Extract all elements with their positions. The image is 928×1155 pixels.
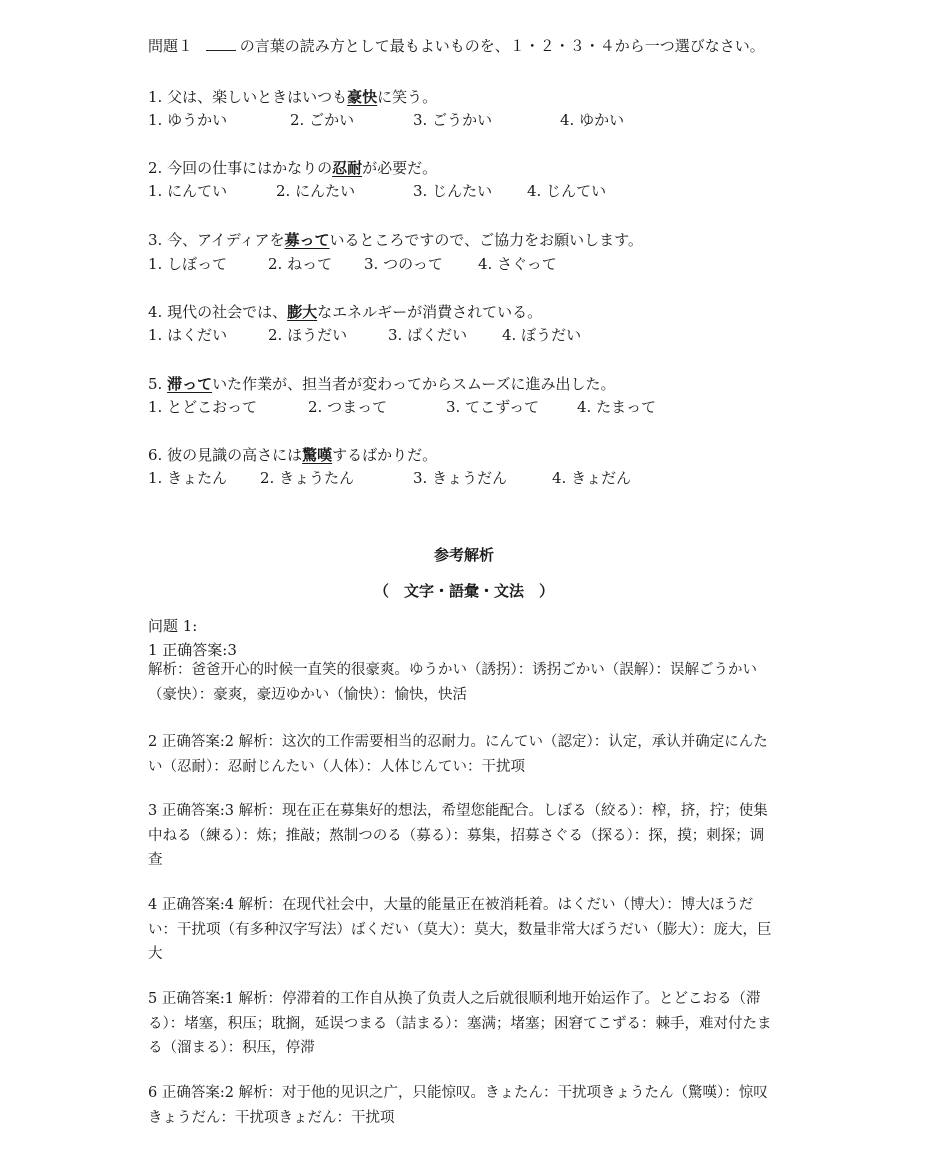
blank-underline	[206, 38, 236, 51]
answer-explanation-1: 解析：爸爸开心的时候一直笑的很豪爽。ゆうかい（誘拐）：诱拐ごかい（誤解）：误解ごうかい（豪快）：豪爽，豪迈ゆかい（愉快）：愉快，快活	[148, 662, 757, 703]
question-text: いた作業が、担当者が変わってからスムーズに進み出した。	[212, 375, 616, 393]
option: 3. ごうかい	[413, 111, 493, 129]
question-text: するばかりだ。	[332, 446, 438, 464]
question-text: 3. 今、アイディアを	[148, 231, 285, 249]
question-3	[148, 230, 643, 250]
answer-explanation-4: 4 正确答案:4 解析：在现代社会中，大量的能量正在被消耗着。はくだい（博大）：博大ほうだい：干扰项（有多种汉字写法）ばくだい（莫大）：莫大，数量非常大ぼうだい（膨大）：庞大，巨大	[148, 897, 772, 962]
option: 1. はくだい	[148, 326, 228, 344]
question-text: 4. 現代の社会では、	[148, 303, 288, 321]
question-6	[148, 445, 437, 465]
option: 4. きょだん	[552, 469, 632, 487]
analysis-heading: 问题 1:	[148, 617, 198, 635]
analysis-title: 参考解析	[433, 546, 494, 564]
question-text: 1. 父は、楽しいときはいつも	[148, 88, 348, 106]
option: 2. ごかい	[290, 111, 355, 129]
question-text: に笑う。	[377, 88, 438, 106]
analysis-subtitle: （ 文字・語彙・文法 ）	[373, 582, 554, 600]
question-text: いるところですので、ご協力をお願いします。	[329, 231, 643, 249]
option: 3. じんたい	[413, 182, 493, 200]
answer-explanation-2: 2 正确答案:2 解析：这次的工作需要相当的忍耐力。にんてい（認定）：认定，承认并确定にんたい（忍耐）：忍耐じんたい（人体）：人体じんてい：干扰项	[148, 734, 768, 775]
question-text: 2. 今回の仕事にはかなりの	[148, 159, 333, 177]
option: 4. じんてい	[527, 182, 607, 200]
option: 4. ゆかい	[560, 111, 625, 129]
option: 1. きょたん	[148, 469, 228, 487]
question-5	[148, 374, 615, 394]
option: 4. たまって	[577, 398, 657, 416]
instruction-label: 問題１	[148, 37, 194, 55]
option: 2. にんたい	[276, 182, 356, 200]
answer-explanation-3: 3 正确答案:3 解析：现在正在募集好的想法，希望您能配合。しぼる（絞る）：榨，挤，拧；使集中ねる（練る）：炼；推敲；熬制つのる（募る）：募集，招募さぐる（探る）：探，摸；刺探；调查	[148, 803, 768, 868]
option: 2. つまって	[308, 398, 388, 416]
target-word: 膨大	[287, 303, 318, 321]
option: 3. てこずって	[446, 398, 540, 416]
option: 1. しぼって	[148, 255, 228, 273]
option: 3. ばくだい	[388, 326, 468, 344]
option: 1. にんてい	[148, 182, 228, 200]
instruction	[148, 36, 765, 56]
question-4	[148, 302, 542, 322]
question-text: が必要だ。	[362, 159, 438, 177]
option: 4. さぐって	[478, 255, 557, 273]
option: 2. ほうだい	[268, 326, 348, 344]
option: 4. ぼうだい	[502, 326, 582, 344]
answer-explanation-6: 6 正确答案:2 解析：对于他的见识之广，只能惊叹。きょたん：干扰项きょうたん（驚嘆）：惊叹きょうだん：干扰项きょだん：干扰项	[148, 1085, 768, 1126]
option: 2. きょうたん	[260, 469, 355, 487]
question-text: 6. 彼の見識の高さには	[148, 446, 303, 464]
question-1	[148, 87, 437, 107]
question-text: なエネルギーが消費されている。	[317, 303, 543, 321]
option: 2. ねって	[268, 255, 333, 273]
target-word: 募って	[284, 231, 330, 249]
answer-explanation-5: 5 正确答案:1 解析：停滞着的工作自从换了负责人之后就很顺利地开始运作了。とどこおる（滞る）：堵塞，积压；耽搁，延误つまる（詰まる）：塞满；堵塞；困窘てこずる：棘手，难对付たまる（溜まる）：积压，停滞	[148, 991, 772, 1056]
option: 3. つのって	[364, 255, 443, 273]
target-word: 豪快	[347, 88, 378, 106]
answer-label: 1 正确答案:3	[148, 641, 237, 659]
target-word: 忍耐	[332, 159, 363, 177]
target-word: 滞って	[167, 375, 213, 393]
option: 3. きょうだん	[413, 469, 508, 487]
question-text: 5.	[148, 375, 168, 393]
option: 1. とどこおって	[148, 398, 258, 416]
option: 1. ゆうかい	[148, 111, 228, 129]
instruction-text: の言葉の読み方として最もよいものを、１・２・３・４から一つ選びなさい。	[239, 37, 765, 55]
target-word: 驚嘆	[302, 446, 333, 464]
question-2	[148, 158, 437, 178]
